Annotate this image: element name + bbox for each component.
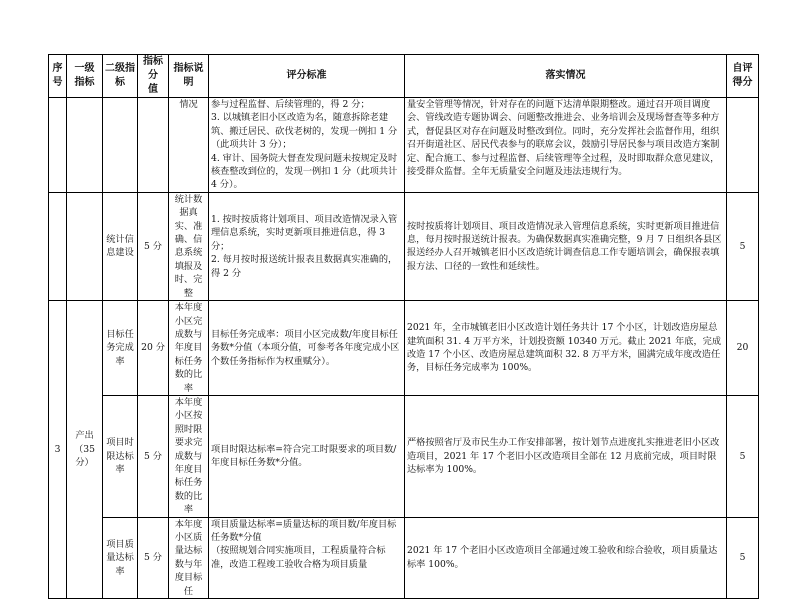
description-cell: 本年度小区按照时限要求完成数与年度目标任务数的比率 xyxy=(169,395,209,517)
level2-cell: 目标任务完成率 xyxy=(103,301,138,396)
weight-cell: 20 分 xyxy=(138,301,169,396)
level1-cell xyxy=(67,192,103,300)
level2-cell: 项目时限达标率 xyxy=(103,395,138,517)
header-scoring-criteria: 评分标准 xyxy=(209,55,405,98)
self-score-cell: 5 xyxy=(727,517,759,598)
header-implementation: 落实情况 xyxy=(405,55,727,98)
implementation-cell: 2021 年 17 个老旧小区改造项目全部通过竣工验收和综合验收，项目质量达标率 100%。 xyxy=(405,517,727,598)
implementation-cell: 2021 年，全市城镇老旧小区改造计划任务共计 17 个小区，计划改造房屋总建筑面积 31. 4 万平方米，计划投资额 10340 万元。截止 2021 年底，完成改造 17 个小区、改造房屋总建筑面积 32. 8 万平方米，圆满完成年度改造任务，目标任务完成率为 100%。 xyxy=(405,301,727,396)
weight-cell xyxy=(138,98,169,193)
self-score-cell: 5 xyxy=(727,395,759,517)
weight-cell: 5 分 xyxy=(138,517,169,598)
self-score-cell: 5 xyxy=(727,192,759,300)
weight-cell: 5 分 xyxy=(138,395,169,517)
implementation-cell: 按时按质将计划项目、项目改造情况录入管理信息系统，实时更新项目推进信息，每月按时报送统计报表。为确保数据真实准确完整，9 月 7 日组织各县区报送经办人召开城镇老旧小区改造统计调查信息工作专题培训会，确保报表填报方法、口径的一致性和延续性。 xyxy=(405,192,727,300)
level2-cell: 项目质量达标率 xyxy=(103,517,138,598)
criteria-cell: 项目时限达标率=符合完工时限要求的项目数/年度目标任务数*分值。 xyxy=(209,395,405,517)
header-indicator-description: 指标说明 xyxy=(169,55,209,98)
level2-cell: 统计信息建设 xyxy=(103,192,138,300)
table-header-row xyxy=(49,55,759,98)
table-row xyxy=(49,98,759,193)
table-row xyxy=(49,517,759,598)
level1-cell xyxy=(67,98,103,193)
seq-cell xyxy=(49,98,67,193)
description-cell: 本年度小区质量达标数与年度目标任 xyxy=(169,517,209,598)
header-level2-indicator: 二级指 标 xyxy=(103,55,138,98)
header-level1-indicator: 一级 指标 xyxy=(67,55,103,98)
table-row xyxy=(49,301,759,396)
self-score-cell: 20 xyxy=(727,301,759,396)
header-seq: 序 号 xyxy=(49,55,67,98)
criteria-cell: 项目质量达标率=质量达标的项目数/年度目标任务数*分值 （按照规划合同实施项目，工程质量符合标准，改造工程竣工验收合格为项目质量 xyxy=(209,517,405,598)
seq-cell xyxy=(49,192,67,300)
implementation-cell: 严格按照省厅及市民生办工作安排部署，按计划节点进度扎实推进老旧小区改造项目，2021 年 17 个老旧小区改造项目全部在 12 月底前完成，项目时限达标率为 100%。 xyxy=(405,395,727,517)
header-self-score: 自评 得分 xyxy=(727,55,759,98)
level1-cell: 产出 （35 分） xyxy=(67,301,103,599)
level2-cell xyxy=(103,98,138,193)
seq-cell: 3 xyxy=(49,301,67,599)
table-row xyxy=(49,395,759,517)
description-cell: 统计数据真实、准确、信息系统填报及时、完整 xyxy=(169,192,209,300)
header-indicator-weight: 指标分 值 xyxy=(138,55,169,98)
criteria-cell: 目标任务完成率：项目小区完成数/年度目标任务数*分值（本项分值，可参考各年度完成小区个数任务指标作为权重赋分）。 xyxy=(209,301,405,396)
weight-cell: 5 分 xyxy=(138,192,169,300)
description-cell: 本年度小区完成数与年度目标任务数的比率 xyxy=(169,301,209,396)
description-cell: 情况 xyxy=(169,98,209,193)
criteria-cell: 1. 按时按质将计划项目、项目改造情况录入管理信息系统，实时更新项目推进信息，得 3 分； 2. 每月按时报送统计报表且数据真实准确的，得 2 分 xyxy=(209,192,405,300)
self-score-cell xyxy=(727,98,759,193)
implementation-cell: 量安全管理等情况，针对存在的问题下达清单限期整改。通过召开项目调度会、管线改造专题协调会、问题整改推进会、业务培训会及现场督查等多种方式，督促县区对存在问题及时整改到位。同时，充分发挥社会监督作用，组织召开街道社区、居民代表参与的联席会议，鼓励引导居民参与项目改造方案制定、配合施工、参与过程监督、后续管理等全过程，及时即取群众意见建议，接受群众监督。全年无质量安全问题及违法违规行为。 xyxy=(405,98,727,193)
criteria-cell: 参与过程监督、后续管理的，得 2 分； 3. 以城镇老旧小区改造为名，随意拆除老建筑、搬迁居民、砍伐老树的，发现一例扣 1 分（此项共计 3 分）； 4. 审计、国务院大督查发现问题未按规定及时核查整改到位的，发现一例扣 1 分（此项共计 4 分）。 xyxy=(209,98,405,193)
table-row xyxy=(49,192,759,300)
performance-evaluation-table xyxy=(48,54,759,599)
